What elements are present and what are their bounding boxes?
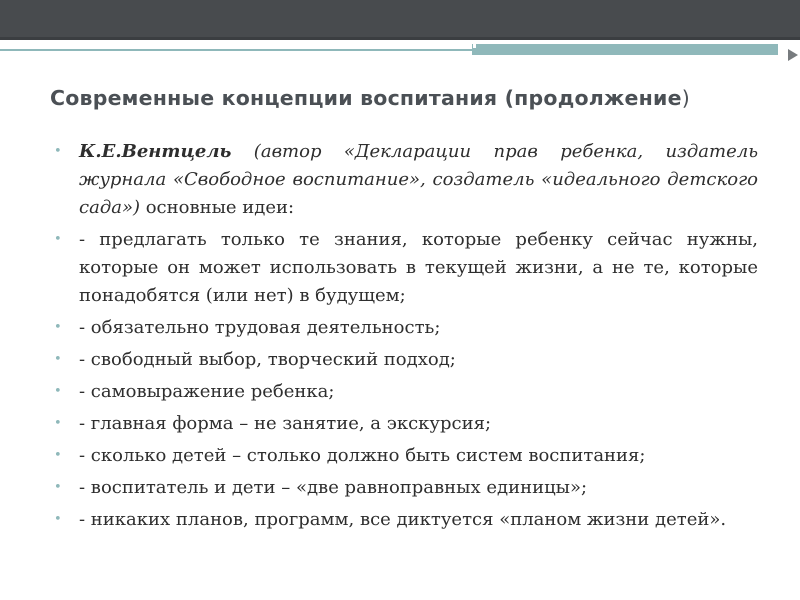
bullet-item: [50, 474, 758, 502]
bullet-list: [50, 138, 758, 534]
bullet-item: [50, 346, 758, 374]
bullet-text: - обязательно трудовая деятельность;: [79, 317, 441, 338]
accent-bar: [472, 44, 778, 55]
bullet-item: [50, 226, 758, 310]
bullet-item: [50, 378, 758, 406]
slide-title-closing-paren: ): [681, 86, 690, 110]
intro-tail: основные идеи:: [140, 197, 295, 218]
author-description: (автор «Декларации прав ребенка, издатель журнала «Свободное воспитание», создатель «идеального детского сада»): [79, 141, 758, 218]
accent-tick: [473, 44, 476, 48]
bullet-text: - самовыражение ребенка;: [79, 381, 335, 402]
bullet-item: [50, 410, 758, 438]
slide-title-text: Современные концепции воспитания (продолжение: [50, 86, 682, 110]
bullet-intro: [50, 138, 758, 222]
bullet-icon: •: [54, 512, 62, 527]
bullet-item: [50, 314, 758, 342]
bullet-item: [50, 506, 758, 534]
bullet-icon: •: [54, 232, 62, 247]
bullet-icon: •: [54, 384, 62, 399]
bullet-icon: •: [54, 352, 62, 367]
bullet-icon: •: [54, 480, 62, 495]
bullet-icon: •: [54, 320, 62, 335]
bullet-text: - свободный выбор, творческий подход;: [79, 349, 456, 370]
bullet-text: - воспитатель и дети – «две равноправных единицы»;: [79, 477, 588, 498]
bullet-icon: •: [54, 416, 62, 431]
bullet-text: - главная форма – не занятие, а экскурсия;: [79, 413, 492, 434]
bullet-text: - никаких планов, программ, все диктуется «планом жизни детей».: [79, 509, 727, 530]
header-band: [0, 0, 800, 40]
author-name: К.Е.Вентцель: [79, 141, 232, 162]
bullet-icon: •: [54, 144, 62, 159]
bullet-icon: •: [54, 448, 62, 463]
slide-title: [50, 86, 690, 110]
corner-arrow-icon: [788, 49, 798, 61]
bullet-item: [50, 442, 758, 470]
bullet-text: - сколько детей – столько должно быть систем воспитания;: [79, 445, 646, 466]
bullet-text: - предлагать только те знания, которые ребенку сейчас нужны, которые он может использовать в текущей жизни, а не те, которые понадобятся (или нет) в будущем;: [79, 229, 758, 306]
